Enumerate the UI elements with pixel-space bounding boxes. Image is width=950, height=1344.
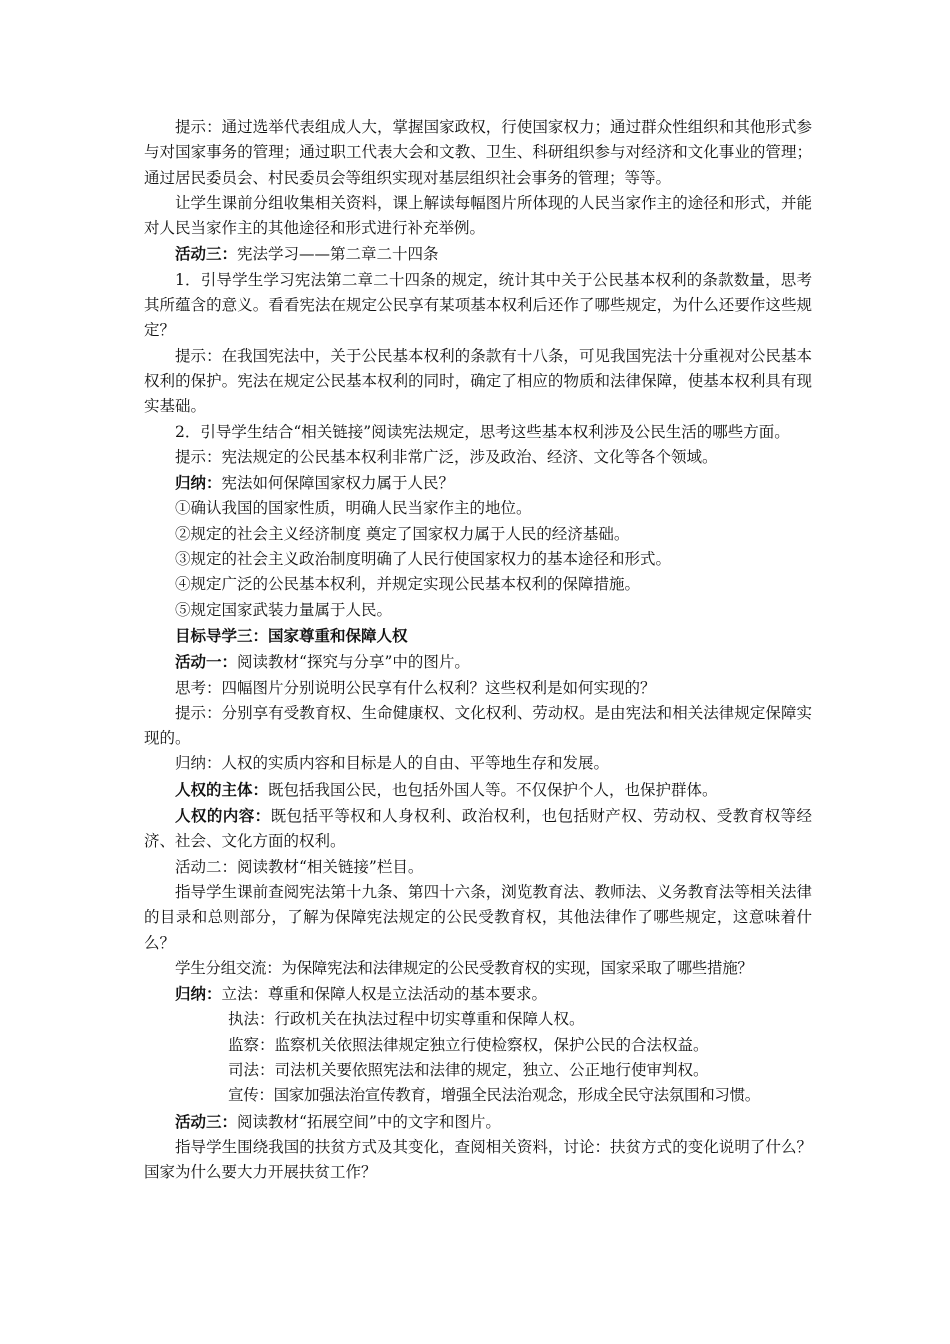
paragraph: 思考：四幅图片分别说明公民享有什么权利？这些权利是如何实现的？ — [175, 678, 656, 697]
list-item: ③规定的社会主义政治制度明确了人民行使国家权力的基本途径和形式。 — [175, 550, 672, 569]
paragraph: 人权的主体：既包括我国公民，也包括外国人等。不仅保护个人，也保护群体。 — [175, 779, 718, 799]
indented-line: 执法：行政机关在执法过程中切实尊重和保障人权。 — [228, 1010, 585, 1029]
paragraph: 活动三：阅读教材“拓展空间”中的文字和图片。 — [175, 1111, 501, 1131]
bold-label: 归纳： — [175, 984, 222, 1004]
bold-label: 人权的主体： — [175, 779, 269, 799]
text-body — [144, 115, 812, 1185]
paragraph: 提示：宪法规定的公民基本权利非常广泛，涉及政治、经济、文化等各个领域。 — [175, 447, 718, 466]
list-item: ②规定的社会主义经济制度 奠定了国家权力属于人民的经济基础。 — [175, 524, 630, 543]
paragraph: 归纳：宪法如何保障国家权力属于人民？ — [175, 473, 455, 493]
paragraph: 提示：分别享有受教育权、生命健康权、文化权利、劳动权。是由宪法和相关法律规定保障实现的。 — [144, 703, 812, 748]
paragraph: 活动三：宪法学习——第二章二十四条 — [175, 244, 439, 264]
section-heading: 目标导学三：国家尊重和保障人权 — [175, 625, 408, 645]
paragraph: 提示：在我国宪法中，关于公民基本权利的条款有十八条，可见我国宪法十分重视对公民基本权利的保护。宪法在规定公民基本权利的同时，确定了相应的物质和法律保障，使基本权利具有现实基础。 — [144, 346, 812, 416]
paragraph: 归纳：立法：尊重和保障人权是立法活动的基本要求。 — [175, 984, 548, 1004]
indented-line: 宣传：国家加强法治宣传教育，增强全民法治观念，形成全民守法氛围和习惯。 — [228, 1086, 761, 1105]
paragraph: 活动二：阅读教材“相关链接”栏目。 — [175, 857, 424, 876]
indented-line: 司法：司法机关要依照宪法和法律的规定，独立、公正地行使审判权。 — [228, 1060, 709, 1079]
paragraph: 让学生课前分组收集相关资料，课上解读每幅图片所体现的人民当家作主的途径和形式，并能对人民当家作主的其他途径和形式进行补充举例。 — [144, 193, 812, 238]
list-item: ④规定广泛的公民基本权利，并规定实现公民基本权利的保障措施。 — [175, 575, 641, 594]
paragraph: 2．引导学生结合“相关链接”阅读宪法规定，思考这些基本权利涉及公民生活的哪些方面。 — [175, 422, 790, 441]
bold-label: 活动三： — [175, 244, 238, 264]
paragraph: 活动一：阅读教材“探究与分享”中的图片。 — [175, 652, 470, 672]
paragraph: 学生分组交流：为保障宪法和法律规定的公民受教育权的实现，国家采取了哪些措施？ — [175, 958, 753, 977]
paragraph: 1．引导学生学习宪法第二章二十四条的规定，统计其中关于公民基本权利的条款数量，思考其所蕴含的意义。看看宪法在规定公民享有某项基本权利后还作了哪些规定，为什么还要作这些规定？ — [144, 270, 812, 340]
paragraph: 指导学生围绕我国的扶贫方式及其变化，查阅相关资料，讨论：扶贫方式的变化说明了什么？国家为什么要大力开展扶贫工作？ — [144, 1137, 812, 1182]
bold-label: 人权的内容： — [175, 806, 271, 826]
bold-label: 活动三： — [175, 1111, 238, 1131]
paragraph: 归纳：人权的实质内容和目标是人的自由、平等地生存和发展。 — [175, 754, 610, 773]
bold-label: 归纳： — [175, 473, 222, 493]
indented-line: 监察：监察机关依照法律规定独立行使检察权，保护公民的合法权益。 — [228, 1035, 709, 1054]
bold-label: 活动一： — [175, 652, 238, 672]
list-item: ⑤规定国家武装力量属于人民。 — [175, 600, 393, 619]
paragraph: 人权的内容：既包括平等权和人身权利、政治权利，也包括财产权、劳动权、受教育权等经济、社会、文化方面的权利。 — [144, 806, 812, 851]
list-item: ①确认我国的国家性质，明确人民当家作主的地位。 — [175, 499, 532, 518]
paragraph: 指导学生课前查阅宪法第十九条、第四十六条，浏览教育法、教师法、义务教育法等相关法律的目录和总则部分，了解为保障宪法规定的公民受教育权，其他法律作了哪些规定，这意味着什么？ — [144, 882, 812, 952]
paragraph: 提示：通过选举代表组成人大，掌握国家政权，行使国家权力；通过群众性组织和其他形式参与对国家事务的管理；通过职工代表大会和文教、卫生、科研组织参与对经济和文化事业的管理；通过居民委员会、村民委员会等组织实现对基层组织社会事务的管理；等等。 — [144, 118, 812, 187]
